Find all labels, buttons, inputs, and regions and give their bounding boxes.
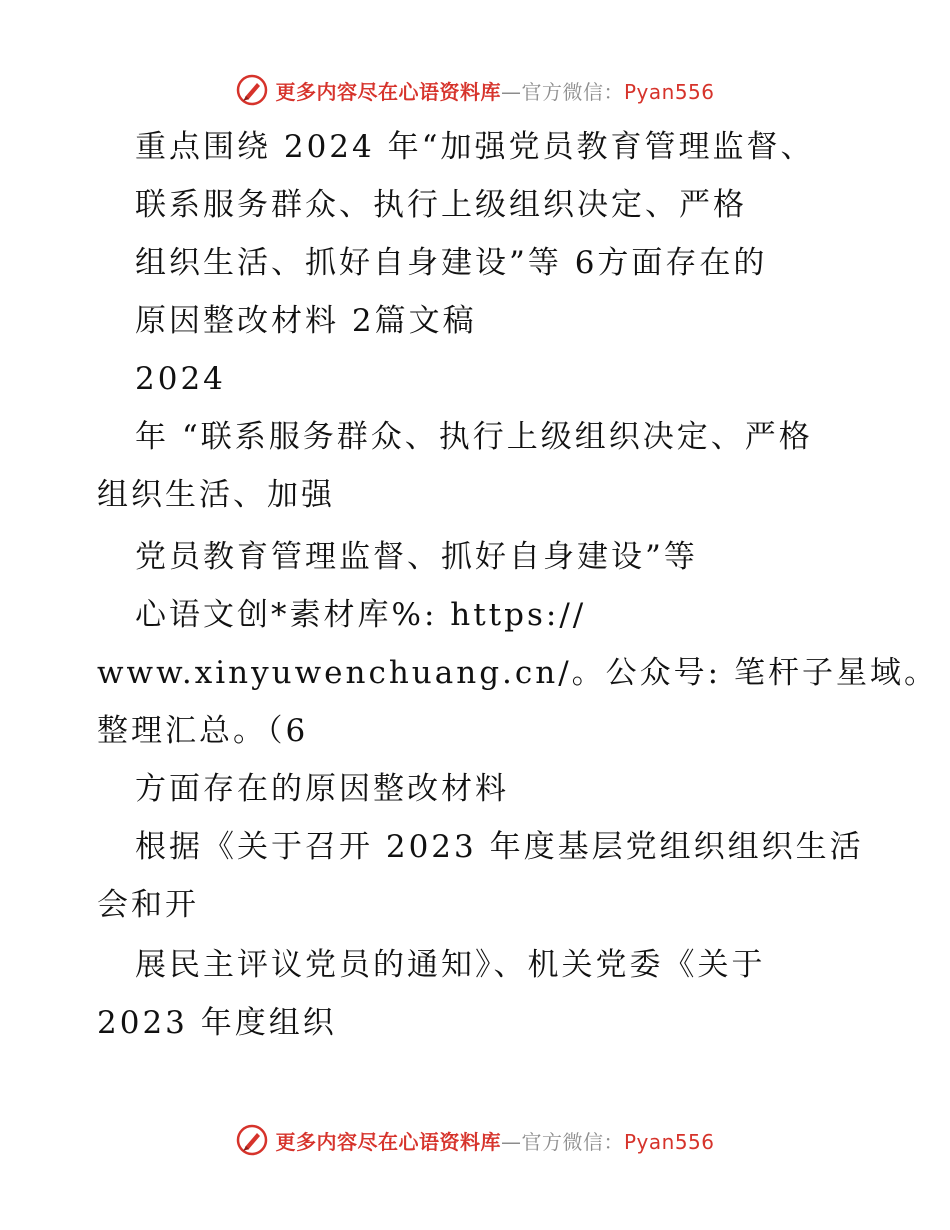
header-banner bbox=[0, 70, 950, 110]
banner-text bbox=[275, 76, 714, 105]
body-line: 年 “联系服务群众、执行上级组织决定、严格 bbox=[135, 419, 813, 455]
body-line: 根据《关于召开 2023 年度基层党组织组织生活 bbox=[135, 829, 864, 865]
body-line: 组织生活、加强 bbox=[97, 477, 335, 513]
body-line: 会和开 bbox=[97, 887, 199, 923]
footer-banner bbox=[0, 1120, 950, 1160]
pen-logo-icon bbox=[235, 73, 269, 107]
banner-part2: —官方微信： bbox=[500, 79, 624, 104]
body-line: 党员教育管理监督、抓好自身建设”等 bbox=[135, 539, 698, 575]
body-line: 组织生活、抓好自身建设”等 6方面存在的 bbox=[135, 245, 768, 281]
body-line: 心语文创*素材库%: https:// bbox=[135, 597, 587, 633]
pen-logo-icon bbox=[235, 1123, 269, 1157]
body-line: www.xinyuwenchuang.cn/。公众号: 笔杆子星域。 bbox=[97, 655, 938, 691]
body-line: 2024 bbox=[135, 361, 226, 397]
body-line: 展民主评议党员的通知》、机关党委《关于 bbox=[135, 947, 766, 983]
banner-part1: 更多内容尽在心语资料库 bbox=[275, 1129, 501, 1154]
body-line: 重点围绕 2024 年“加强党员教育管理监督、 bbox=[135, 129, 815, 165]
body-line: 方面存在的原因整改材料 bbox=[135, 771, 509, 807]
banner-part3: Pyan556 bbox=[623, 1129, 715, 1154]
body-line: 联系服务群众、执行上级组织决定、严格 bbox=[135, 187, 747, 223]
banner-part3: Pyan556 bbox=[623, 79, 715, 104]
banner-part2: —官方微信： bbox=[500, 1129, 624, 1154]
body-line: 整理汇总。（6 bbox=[97, 713, 309, 749]
body-line: 原因整改材料 2篇文稿 bbox=[135, 303, 477, 339]
banner-part1: 更多内容尽在心语资料库 bbox=[275, 79, 501, 104]
banner-text bbox=[275, 1126, 714, 1155]
body-line: 2023 年度组织 bbox=[97, 1005, 337, 1041]
